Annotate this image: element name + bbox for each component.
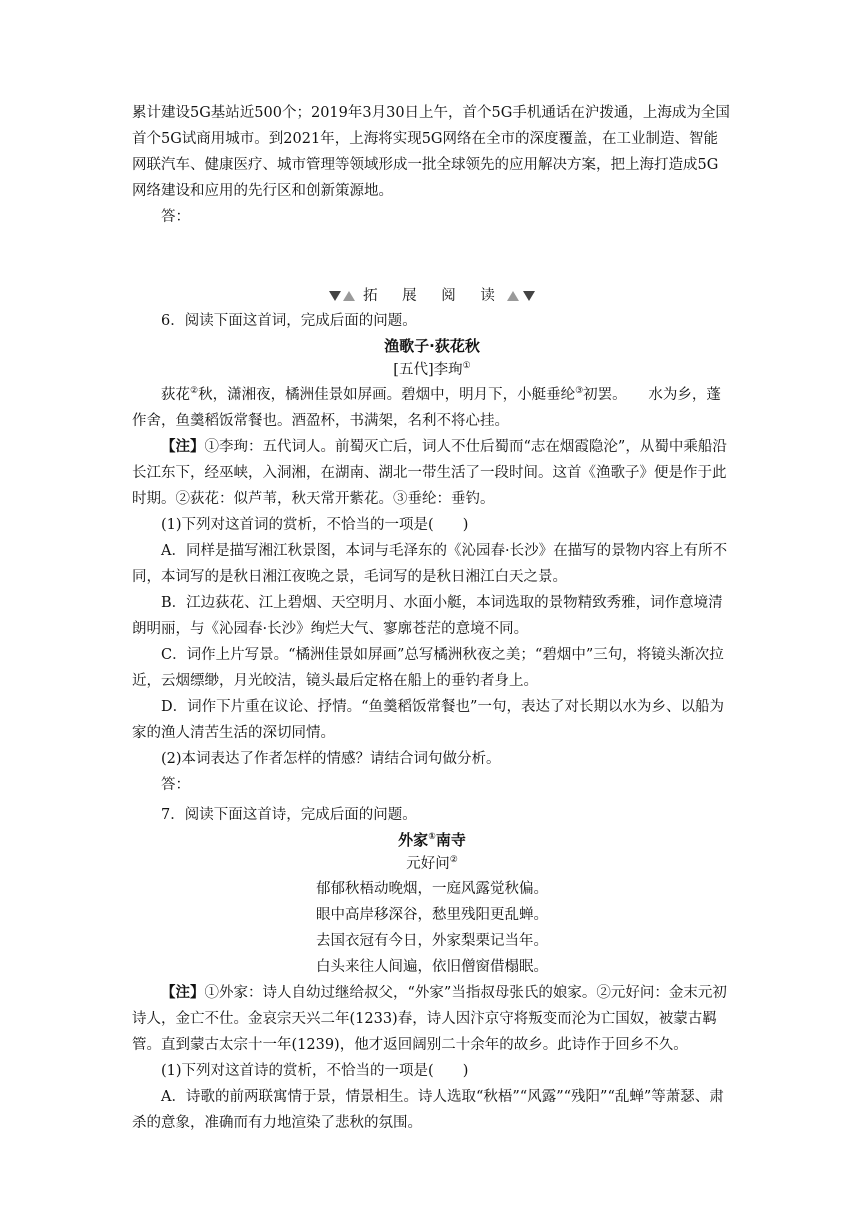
q6-note-text: ①李珣：五代词人。前蜀灭亡后，词人不仕后蜀而“志在烟霞隐沦”，从蜀中乘船沿长江东下，经巫峡，入洞湘，在湖南、湖北一带生活了一段时间。这首《渔歌子》便是作于此时期。②荻花：似芦苇，秋天常开紫花。③垂纶：垂钓。 (132, 439, 727, 507)
q7-poem-line: 白头来往人间遍，依旧僧窗借榻眠。 (316, 959, 548, 975)
q6-option-c: C．词作上片写景。“橘洲佳景如屏画”总写橘洲秋夜之美；“碧烟中”三句，将镜头渐次拉近，云烟缥缈，月光皎洁，镜头最后定格在船上的垂钓者身上。 (132, 647, 724, 689)
q6-sub2: (2)本词表达了作者怎样的情感？请结合词句做分析。 (161, 751, 501, 767)
q6-author (132, 358, 732, 382)
q7-title-note-mark: ① (428, 832, 436, 842)
answer-label-1: 答： (161, 209, 190, 225)
q7-stem: 7．阅读下面这首诗，完成后面的问题。 (161, 807, 417, 823)
q7-sub1: (1)下列对这首诗的赏析，不恰当的一项是( ) (161, 1063, 469, 1079)
q6-note-label: 【注】 (161, 439, 205, 455)
q7-author (132, 852, 732, 876)
q7-author-note-mark: ② (449, 855, 458, 866)
triangle-down-icon (523, 291, 535, 301)
q6-note (132, 434, 732, 512)
question-7 (132, 802, 732, 1136)
q7-note-label: 【注】 (161, 985, 205, 1001)
q6-sub1: (1)下列对这首词的赏析，不恰当的一项是( ) (161, 517, 469, 533)
q7-poem-lines (132, 876, 732, 980)
q7-option-a: A．诗歌的前两联寓情于景，情景相生。诗人选取“秋梧”“风露”“残阳”“乱蝉”等萧瑟、肃杀的意象，准确而有力地渲染了悲秋的氛围。 (132, 1089, 724, 1131)
q6-option-b: B．江边荻花、江上碧烟、天空明月、水面小艇，本词选取的景物精致秀雅，词作意境清朗明丽，与《沁园春·长沙》绚烂大气、寥廓苍茫的意境不同。 (132, 595, 723, 637)
q6-option-d: D．词作下片重在议论、抒情。“鱼羹稻饭常餐也”一句，表达了对长期以水为乡、以船为家的渔人清苦生活的深切同情。 (132, 699, 724, 741)
q7-title-b: 南寺 (435, 831, 466, 849)
passage-block (132, 100, 732, 230)
q7-note-text: ①外家：诗人自幼过继给叔父，“外家”当指叔母张氏的娘家。②元好问：金末元初诗人，金亡不仕。金哀宗天兴二年(1233)春，诗人因汴京守将叛变而沦为亡国奴，被蒙古羁管。直到蒙古太宗十一年(1239)，他才返回阔别二十余年的故乡。此诗作于回乡不久。 (132, 985, 727, 1053)
question-6 (132, 308, 732, 798)
passage-tail: 累计建设5G基站近500个；2019年3月30日上午，首个5G手机通话在沪拨通，上海成为全国首个5G试商用城市。到2021年，上海将实现5G网络在全市的深度覆盖，在工业制造、智能网联汽车、健康医疗、城市管理等领域形成一批全球领先的应用解决方案，把上海打造成5G网络建设和应用的先行区和创新策源地。 (132, 105, 730, 199)
q7-author-name: 元好问 (406, 856, 450, 872)
q6-poem-text (132, 382, 732, 434)
q6-text-c: 初罢。 水为乡，蓬作舍，鱼羹稻饭常餐也。酒盈杯，书满架，名利不将心挂。 (132, 387, 721, 429)
q7-poem-line: 去国衣冠有今日，外家梨栗记当年。 (316, 933, 548, 949)
q7-poem-title (132, 828, 732, 852)
q7-poem-line: 郁郁秋梧动晚烟，一庭风露觉秋偏。 (316, 881, 548, 897)
q6-note-mark-3: ③ (575, 386, 584, 397)
triangle-down-icon (329, 291, 341, 301)
q6-poem-title: 渔歌子·荻花秋 (384, 337, 480, 355)
q6-stem: 6．阅读下面这首词，完成后面的问题。 (161, 313, 417, 329)
q7-note (132, 980, 732, 1058)
answer-label-2: 答： (161, 777, 190, 793)
section-extended-reading (132, 284, 732, 308)
q6-author-note-mark: ① (462, 361, 471, 372)
q7-poem-line: 眼中高岸移深谷，愁里残阳更乱蝉。 (316, 907, 548, 923)
q7-title-a: 外家 (398, 831, 429, 849)
q6-text-b: 秋，潇湘夜，橘洲佳景如屏画。碧烟中，明月下，小艇垂纶 (198, 387, 576, 403)
triangle-up-icon (507, 291, 519, 301)
section-title: 拓 展 阅 读 (363, 288, 505, 304)
q6-option-a: A．同样是描写湘江秋景图，本词与毛泽东的《沁园春·长沙》在描写的景物内容上有所不同，本词写的是秋日湘江夜晚之景，毛词写的是秋日湘江白天之景。 (132, 543, 728, 585)
q6-note-mark-2: ② (190, 386, 199, 397)
q6-author-name: [五代]李珣 (393, 362, 463, 378)
q6-text-a: 荻花 (161, 387, 190, 403)
section-heading (132, 284, 732, 308)
triangle-up-icon (343, 291, 355, 301)
